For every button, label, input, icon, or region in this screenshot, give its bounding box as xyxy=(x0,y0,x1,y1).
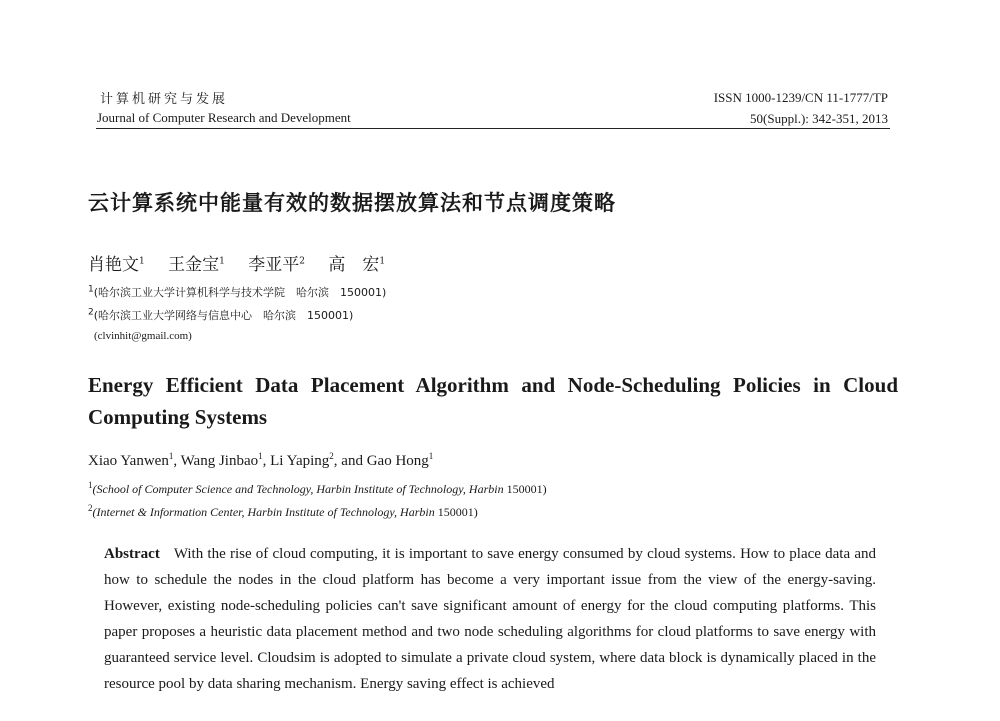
paper-title-en: Energy Efficient Data Placement Algorithm and Node-Scheduling Policies in Cloud Computing Systems xyxy=(88,373,898,429)
affiliation-en-1: $^1$(School of Computer Science and Technology, Harbin Institute of Technology, Harbin 150001) xyxy=(88,480,547,496)
affiliation-cn-2: $^2$(哈尔滨工业大学网络与信息中心 哈尔滨 150001) xyxy=(88,307,354,322)
volume-pages: 50(Suppl.): 342-351, 2013 xyxy=(750,111,888,126)
header-rule xyxy=(96,128,890,129)
contact-email: (clvinhit@gmail.com) xyxy=(94,330,192,342)
authors-cn xyxy=(88,250,385,275)
journal-name-cn: 计算机研究与发展 xyxy=(100,92,229,107)
author-cn: 高 宏$^1$ xyxy=(328,255,386,275)
author-cn: 王金宝$^1$ xyxy=(168,255,225,275)
affiliation-cn-1: $^1$(哈尔滨工业大学计算机科学与技术学院 哈尔滨 150001) xyxy=(88,284,387,299)
paper-title-cn: 云计算系统中能量有效的数据摆放算法和节点调度策略 xyxy=(88,191,616,215)
authors-en xyxy=(88,453,433,470)
abstract xyxy=(104,541,876,697)
journal-name-en: Journal of Computer Research and Development xyxy=(97,110,351,125)
author-en: Xiao Yanwen$^1$, xyxy=(88,451,181,469)
author-cn: 肖艳文$^1$ xyxy=(88,255,145,275)
abstract-text: With the rise of cloud computing, it is important to save energy consumed by cloud systems. How to place data and how to schedule the nodes in the cloud platform has become a very important issue from the view of the energy-saving. However, existing node-scheduling policies can't save significant amount of energy for the cloud computing platforms. This paper proposes a heuristic data placement method and two node scheduling algorithms for cloud platforms to save energy with guaranteed service level. Cloudsim is adopted to simulate a private cloud system, where data block is dynamically placed in the resource pool by data sharing mechanism. Energy saving effect is achieved xyxy=(104,546,876,692)
affiliation-en-2: $^2$(Internet & Information Center, Harbin Institute of Technology, Harbin 150001) xyxy=(88,503,478,519)
author-en: Gao Hong$^1$ xyxy=(366,451,434,469)
author-en: Li Yaping$^2$, and xyxy=(270,451,367,469)
issn: ISSN 1000-1239/CN 11-1777/TP xyxy=(713,90,888,105)
author-cn: 李亚平$^2$ xyxy=(248,255,306,275)
abstract-label: Abstract xyxy=(104,546,160,562)
author-en: Wang Jinbao$^1$, xyxy=(180,451,271,469)
